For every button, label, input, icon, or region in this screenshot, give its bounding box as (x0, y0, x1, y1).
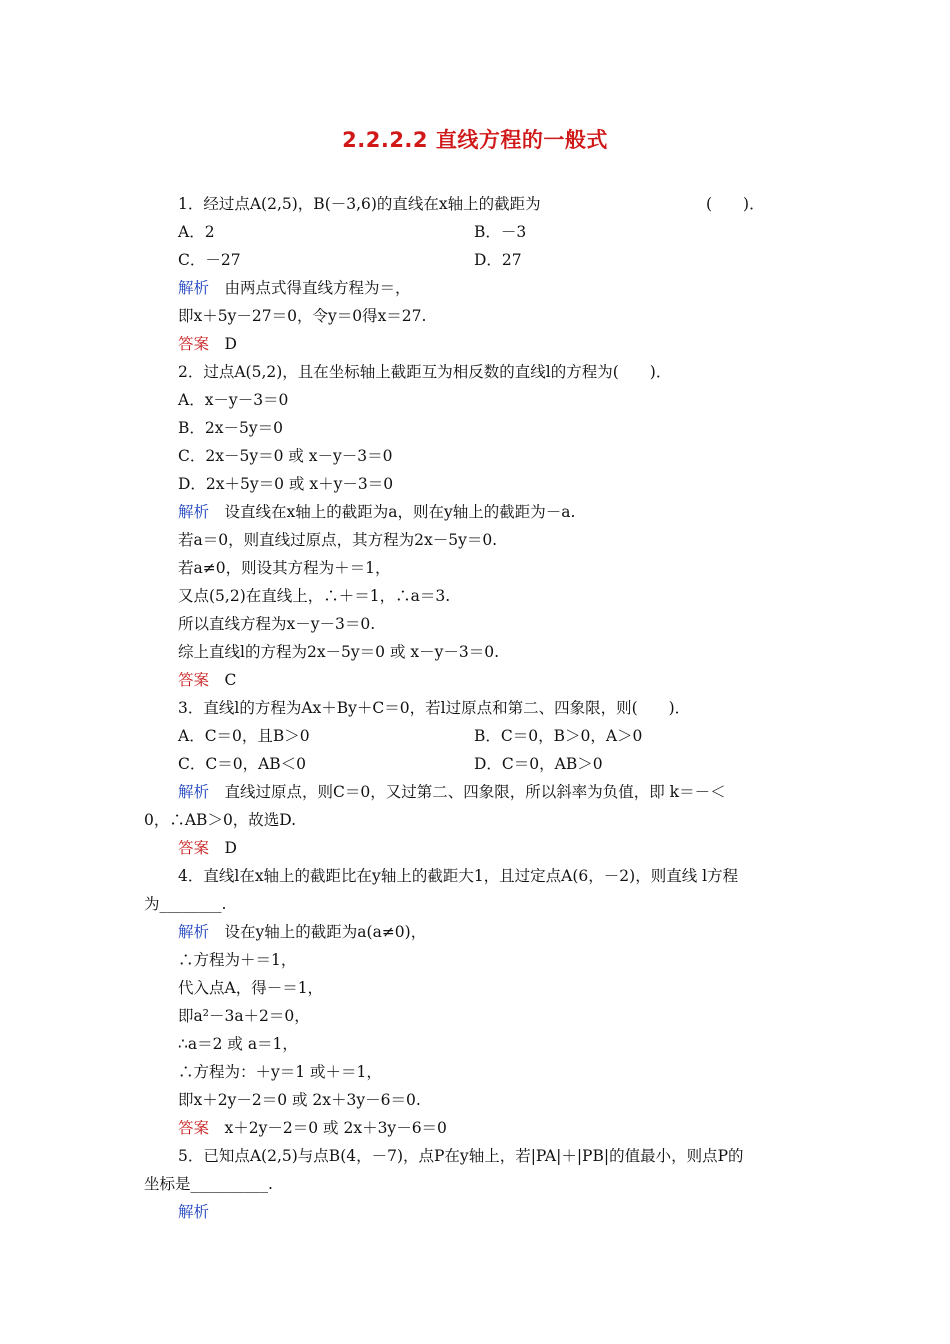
q3-solution-line: 0，∴AB＞0，故选D. (144, 811, 297, 829)
q2-answer: C (224, 671, 237, 689)
q2-option-a: A．x－y－3＝0 (178, 391, 289, 409)
question-3-stem: 3．直线l的方程为Ax＋By＋C＝0，若l过原点和第二、四象限，则( )． (178, 699, 691, 717)
q2-analysis-line (178, 502, 575, 522)
q4-answer: x＋2y－2＝0 或 2x＋3y－6＝0 (224, 1119, 447, 1137)
q3-answer: D (224, 839, 237, 857)
question-4-stem-cont: 为________. (144, 895, 227, 913)
question-5-stem: 5．已知点A(2,5)与点B(4，－7)，点P在y轴上，若|PA|＋|PB|的值最小，则点P的 (178, 1147, 744, 1165)
q4-answer-line (178, 1118, 447, 1138)
q4-solution-line: ∴方程为：＋y＝1 或＋＝1， (178, 1063, 382, 1081)
q1-option-d: D．27 (474, 251, 522, 269)
q1-analysis-text: 由两点式得直线方程为＝， (224, 279, 411, 297)
q3-analysis-line (178, 782, 726, 802)
q2-solution-line: 综上直线l的方程为2x－5y＝0 或 x－y－3＝0. (178, 643, 500, 661)
q2-option-c: C．2x－5y＝0 或 x－y－3＝0 (178, 447, 393, 465)
q2-option-d: D．2x＋5y＝0 或 x＋y－3＝0 (178, 475, 394, 493)
q1-answer: D (224, 335, 237, 353)
question-4-stem: 4．直线l在x轴上的截距比在y轴上的截距大1，且过定点A(6，－2)，则直线 l方程 (178, 867, 739, 885)
q5-analysis-line (178, 1202, 209, 1222)
q1-solution-line: 即x＋5y－27＝0，令y＝0得x＝27. (178, 307, 427, 325)
q4-analysis-line (178, 922, 426, 942)
question-1-paren: ( )． (706, 195, 765, 213)
q3-option-d: D．C＝0，AB＞0 (474, 755, 603, 773)
analysis-label: 解析 (178, 503, 210, 521)
q4-solution-line: ∴a＝2 或 a＝1， (178, 1035, 298, 1053)
q2-solution-line: 所以直线方程为x－y－3＝0. (178, 615, 376, 633)
q2-answer-line (178, 670, 236, 690)
q2-option-b: B．2x－5y＝0 (178, 419, 283, 437)
answer-label: 答案 (178, 1119, 210, 1137)
q4-solution-line: 即x＋2y－2＝0 或 2x＋3y－6＝0. (178, 1091, 421, 1109)
q3-analysis-text: 直线过原点，则C＝0，又过第二、四象限，所以斜率为负值，即 k＝－＜ (224, 783, 726, 801)
q2-solution-line: 若a＝0，则直线过原点，其方程为2x－5y＝0. (178, 531, 498, 549)
question-5-stem-cont: 坐标是__________. (144, 1175, 273, 1193)
q4-analysis-text: 设在y轴上的截距为a(a≠0)， (224, 923, 427, 941)
analysis-label: 解析 (178, 783, 210, 801)
q1-option-b: B．－3 (474, 223, 527, 241)
q4-solution-line: 即a²－3a＋2＝0， (178, 1007, 310, 1025)
q4-solution-line: 代入点A，得－＝1， (178, 979, 324, 997)
analysis-label: 解析 (178, 923, 210, 941)
q3-option-b: B．C＝0，B＞0，A＞0 (474, 727, 643, 745)
q3-option-c: C．C＝0，AB＜0 (178, 755, 307, 773)
q3-answer-line (178, 838, 237, 858)
q4-solution-line: ∴方程为＋＝1， (178, 951, 297, 969)
analysis-label: 解析 (178, 1203, 210, 1221)
question-1-stem: 1．经过点A(2,5)，B(－3,6)的直线在x轴上的截距为 (178, 195, 541, 213)
q2-solution-line: 若a≠0，则设其方程为＋＝1， (178, 559, 391, 577)
q1-analysis-line (178, 278, 411, 298)
q2-solution-line: 又点(5,2)在直线上，∴＋＝1，∴a＝3. (178, 587, 451, 605)
q2-analysis-text: 设直线在x轴上的截距为a，则在y轴上的截距为－a. (224, 503, 576, 521)
q3-option-a: A．C＝0，且B＞0 (178, 727, 310, 745)
question-2-stem: 2．过点A(5,2)，且在坐标轴上截距互为相反数的直线l的方程为( )． (178, 363, 672, 381)
answer-label: 答案 (178, 839, 210, 857)
page-title: 2.2.2.2 直线方程的一般式 (342, 128, 608, 152)
q1-option-a: A．2 (178, 223, 215, 241)
analysis-label: 解析 (178, 279, 210, 297)
answer-label: 答案 (178, 671, 210, 689)
answer-label: 答案 (178, 335, 210, 353)
q1-answer-line (178, 334, 237, 354)
q1-option-c: C．－27 (178, 251, 241, 269)
